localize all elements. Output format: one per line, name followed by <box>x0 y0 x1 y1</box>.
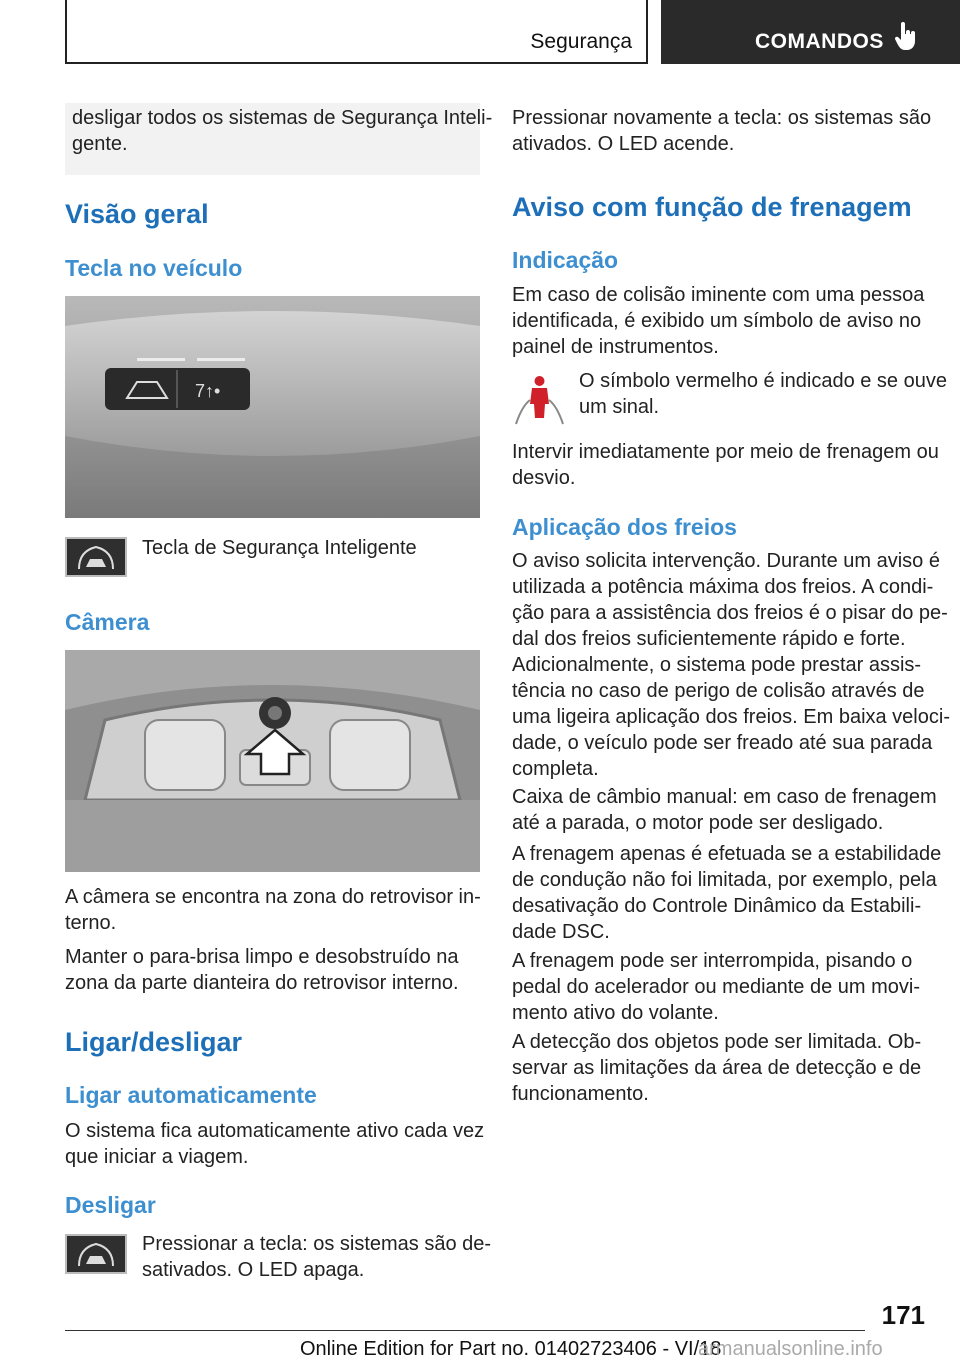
ind-line-2: identificada, é exibido um símbolo de aviso no <box>512 310 922 332</box>
on-line-2: ativados. O LED acende. <box>512 133 735 155</box>
ind-line-1: Em caso de colisão iminente com uma pessoa <box>512 284 925 306</box>
heading-button-in-vehicle: Tecla no veículo <box>65 255 243 281</box>
brakes-p1-line-3: ção para a assistência dos freios é o pisar do pe‐ <box>512 602 948 624</box>
brakes-p1-line-7: uma ligeira aplicação dos freios. Em baixa veloci‐ <box>512 706 950 728</box>
heading-off: Desligar <box>65 1192 156 1218</box>
brakes-p5-line-2: servar as limitações da área de detecção e de <box>512 1057 922 1079</box>
safety-button-icon <box>65 537 127 577</box>
heading-brake-application: Aplicação dos freios <box>512 514 737 540</box>
auto-line-1: O sistema fica automaticamente ativo cada vez <box>65 1120 485 1142</box>
ind-line-3: painel de instrumentos. <box>512 336 719 358</box>
off-line-2: sativados. O LED apaga. <box>142 1259 365 1281</box>
camera-p2-line-1: Manter o para-brisa limpo e desobstruído na <box>65 946 459 968</box>
section-title: Segurança <box>530 30 632 53</box>
brakes-p3-line-3: desativação do Controle Dinâmico da Estabili‐ <box>512 895 922 917</box>
intervene-line-2: desvio. <box>512 467 576 489</box>
button-caption: Tecla de Segurança Inteligente <box>142 537 417 559</box>
watermark: armanualsonline.info <box>698 1338 883 1360</box>
brakes-p2-line-1: Caixa de câmbio manual: em caso de frenagem <box>512 786 937 808</box>
intervene-line-1: Intervir imediatamente por meio de frenagem ou <box>512 441 939 463</box>
brakes-p3-line-4: dade DSC. <box>512 921 610 943</box>
auto-line-2: que iniciar a viagem. <box>65 1146 249 1168</box>
footer-rule <box>65 1330 865 1331</box>
brakes-p1-line-8: dade, o veículo pode ser freado até sua parada <box>512 732 933 754</box>
brakes-p1-line-2: utilizada a potência máxima dos freios. A condi‐ <box>512 576 934 598</box>
heading-auto-on: Ligar automaticamente <box>65 1082 317 1108</box>
heading-indication: Indicação <box>512 247 619 273</box>
heading-on-off: Ligar/desligar <box>65 1027 243 1057</box>
brakes-p4-line-1: A frenagem pode ser interrompida, pisando o <box>512 950 913 972</box>
header-chapter-tab <box>661 0 960 64</box>
camera-p1-line-1: A câmera se encontra na zona do retrovisor in‐ <box>65 886 481 908</box>
brakes-p2-line-2: até a parada, o motor pode ser desligado. <box>512 812 884 834</box>
heading-overview: Visão geral <box>65 199 209 229</box>
brakes-p1-line-9: completa. <box>512 758 599 780</box>
page-number: 171 <box>881 1300 925 1330</box>
intro-line-2: gente. <box>72 133 128 155</box>
camera-p2-line-2: zona da parte dianteira do retrovisor interno. <box>65 972 459 994</box>
chapter-title: COMANDOS <box>755 30 884 53</box>
heading-warning-braking: Aviso com função de frenagem <box>512 192 912 222</box>
brakes-p5-line-3: funcionamento. <box>512 1083 649 1105</box>
pedestrian-warning-icon <box>512 374 567 426</box>
camera-photo <box>65 650 480 872</box>
brakes-p4-line-2: pedal do acelerador ou mediante de um movi‐ <box>512 976 921 998</box>
brakes-p4-line-3: mento ativo do volante. <box>512 1002 719 1024</box>
symbol-line-2: um sinal. <box>579 396 660 418</box>
svg-text:7↑•: 7↑• <box>195 381 221 401</box>
brakes-p3-line-1: A frenagem apenas é efetuada se a estabilidade <box>512 843 942 865</box>
brakes-p3-line-2: de condução não foi limitada, por exemplo, pela <box>512 869 937 891</box>
symbol-line-1: O símbolo vermelho é indicado e se ouve <box>579 370 947 392</box>
heading-camera: Câmera <box>65 609 150 635</box>
brakes-p5-line-1: A detecção dos objetos pode ser limitada. Ob‐ <box>512 1031 922 1053</box>
safety-button-icon <box>65 1234 127 1274</box>
brakes-p1-line-4: dal dos freios suficientemente rápido e forte. <box>512 628 906 650</box>
header-section-tab <box>65 0 648 64</box>
camera-p1-line-2: terno. <box>65 912 117 934</box>
footer-edition: Online Edition for Part no. 01402723406 - VI/18 <box>300 1338 722 1360</box>
on-line-1: Pressionar novamente a tecla: os sistemas são <box>512 107 932 129</box>
hand-pointer-icon <box>895 22 917 52</box>
button-photo <box>65 296 480 518</box>
brakes-p1-line-1: O aviso solicita intervenção. Durante um aviso é <box>512 550 940 572</box>
intro-line-1: desligar todos os sistemas de Segurança Inteli‐ <box>72 107 493 129</box>
off-line-1: Pressionar a tecla: os sistemas são de‐ <box>142 1233 492 1255</box>
brakes-p1-line-6: tência no caso de perigo de colisão através de <box>512 680 925 702</box>
brakes-p1-line-5: Adicionalmente, o sistema pode prestar assis‐ <box>512 654 922 676</box>
